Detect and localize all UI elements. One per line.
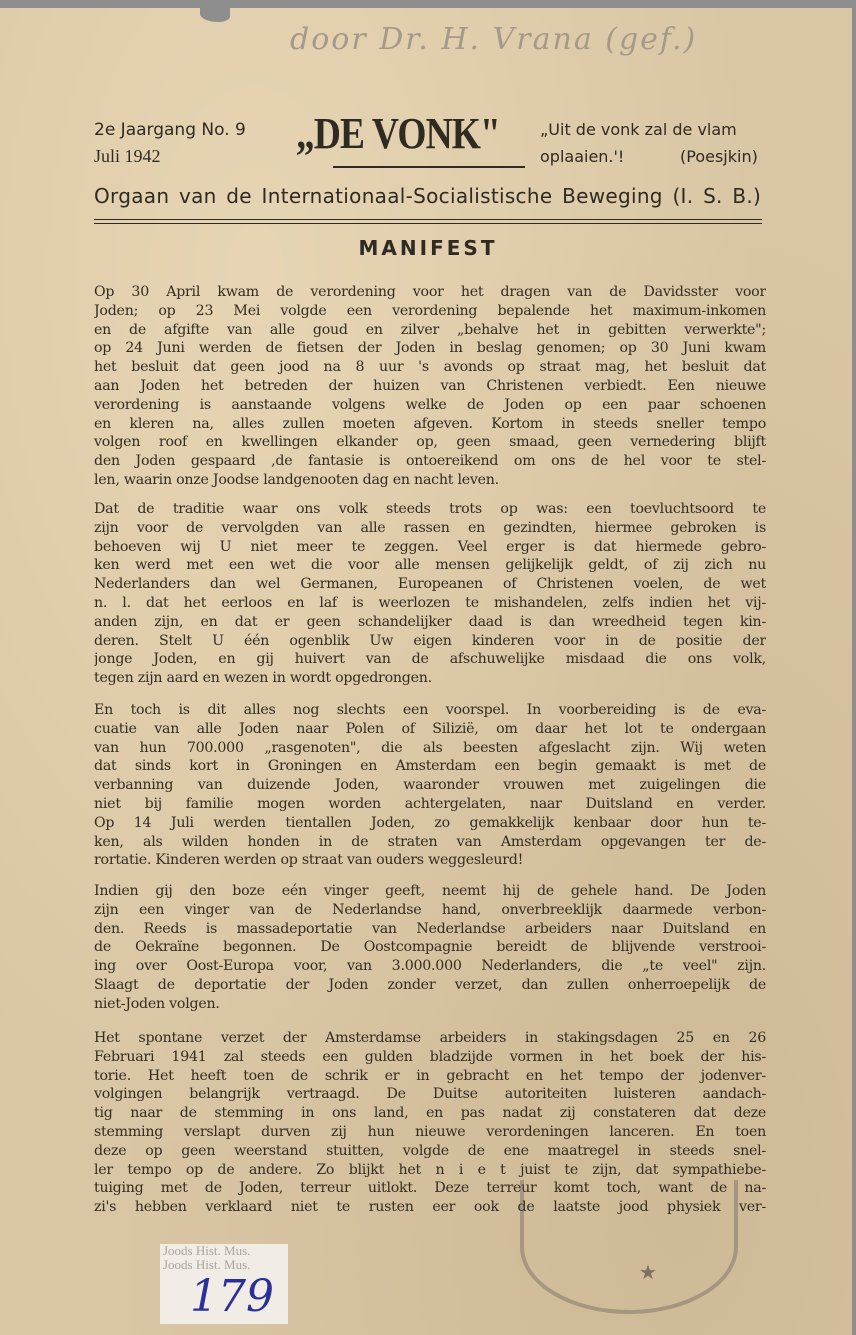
text-line: van hun 700.000 „rasgenoten", die als beesten afgeslacht zijn. Wij weten <box>94 739 766 756</box>
text-line: Joden; op 23 Mei volgde een verordening bepalende het maximum-inkomen <box>94 302 766 319</box>
text-line: aan Joden het betreden der huizen van Christenen verbiedt. Een nieuwe <box>94 377 766 394</box>
text-line: het besluit dat geen jood na 8 uur 's avonds op straat mag, het besluit dat <box>94 359 766 376</box>
text-line: ler tempo op de andere. Zo blijkt het n i e t juist te zijn, dat sympathiebe- <box>94 1161 766 1178</box>
article-heading: MANIFEST <box>358 236 498 260</box>
text-line: anden zijn, en dat er geen schandelijker daad is dan wreedheid tegen kin- <box>94 613 766 630</box>
text-line: verbanning van duizende Joden, waaronder vrouwen met zuigelingen die <box>94 777 766 794</box>
text-line: torie. Het heeft toen de schrik er in gebracht en het tempo der jodenver- <box>94 1067 766 1084</box>
paragraph <box>94 500 766 688</box>
text-line: Op 14 Juli werden tientallen Joden, zo gemakkelijk kenbaar door hun te- <box>94 814 766 831</box>
text-line: ken, als wilden honden in de straten van Amsterdam opgevangen ter de- <box>94 833 766 850</box>
star-icon: ★ <box>639 1262 657 1284</box>
text-line: niet-Joden volgen. <box>94 995 220 1012</box>
text-line: n. l. dat het eerloos en laf is weerlozen te mishandelen, zelfs indien het vij- <box>94 594 766 611</box>
text-line: len, waarin onze Joodse landgenooten dag en nacht leven. <box>94 471 499 488</box>
text-line: stemming verslapt durven zij hun nieuwe verordeningen lanceren. En toen <box>94 1123 766 1140</box>
archive-number: 179 <box>190 1271 274 1322</box>
text-line: Slaagt de deportatie der Joden zonder verzet, dan zullen onherroepelijk de <box>94 976 766 993</box>
title-underline <box>333 166 525 168</box>
archive-stamp <box>520 1180 738 1314</box>
paragraph <box>94 283 766 490</box>
archive-label <box>160 1244 288 1324</box>
volume-number: 2e Jaargang No. 9 <box>94 120 246 140</box>
text-line: verordening is aanstaande volgens welke de Joden op een paar schoenen <box>94 396 766 413</box>
text-line: Op 30 April kwam de verordening voor het dragen van de Davidsster voor <box>94 284 766 300</box>
text-line: tig naar de stemming in ons land, en pas nadat zij constateren dat deze <box>94 1105 766 1122</box>
text-line: zijn een vinger van de Nederlandse hand, onverbreeklijk daarmede verbon- <box>94 901 766 918</box>
text-line: En toch is dit alles nog slechts een voorspel. In voorbereiding is de eva- <box>94 702 766 718</box>
divider-rule <box>94 223 762 224</box>
text-line: tegen zijn aard en wezen in wordt opgedrongen. <box>94 670 432 687</box>
organ-subtitle: Orgaan van de Internationaal-Socialistische Beweging (I. S. B.) <box>94 184 762 208</box>
text-line: ing over Oost-Europa voor, van 3.000.000 Nederlanders, die „te veel" zijn. <box>94 958 766 975</box>
text-line: volgingen belangrijk vertraagd. De Duitse autoriteiten luisteren aandach- <box>94 1086 766 1103</box>
text-line: tuiging met de Joden, terreur uitlokt. Deze terreur komt toch, want de na- <box>94 1180 766 1197</box>
newspaper-title: „DE VONK" <box>296 109 500 158</box>
text-line: op 24 Juni werden de fietsen der Joden in beslag genomen; op 30 Juni kwam <box>94 340 766 357</box>
text-line: cuatie van alle Joden naar Polen of Silizië, om daar het lot te ondergaan <box>94 720 766 737</box>
motto-line-2: oplaaien.'! <box>540 147 625 166</box>
text-line: ken werd met een wet die voor alle mensen gelijkelijk geldt, of zij zich nu <box>94 557 766 574</box>
motto-author: (Poesjkin) <box>680 147 758 166</box>
text-line: Februari 1941 zal steeds een gulden bladzijde vormen in het boek der his- <box>94 1048 766 1065</box>
handwritten-annotation: door Dr. H. Vrana (gef.) <box>290 22 698 57</box>
text-line: en de afgifte van alle goud en zilver „behalve het in gebitten verwerkte"; <box>94 321 766 338</box>
text-line: jonge Joden, en gij huivert van de afschuwelijke misdaad die ons volk, <box>94 651 766 668</box>
archive-watermark <box>160 1244 288 1272</box>
watermark-line: Joods Hist. Mus. <box>163 1244 251 1258</box>
text-line: niet bij familie mogen worden achtergelaten, naar Duitsland en verder. <box>94 795 766 812</box>
motto-line-1: „Uit de vonk zal de vlam <box>540 120 737 139</box>
text-line: deze op geen weerstand stuitten, volgde de ene maatregel in steeds snel- <box>94 1142 766 1159</box>
text-line: rortatie. Kinderen werden op straat van ouders weggesleurd! <box>94 852 524 869</box>
text-line: zijn voor de vervolgden van alle rassen en gezindten, hiermee gebroken is <box>94 519 766 536</box>
text-line: den. Reeds is massadeportatie van Nederlandse arbeiders naar Duitsland en <box>94 920 766 937</box>
issue-date: Juli 1942 <box>94 146 161 166</box>
text-line: Indien gij den boze eén vinger geeft, neemt hij de gehele hand. De Joden <box>94 883 766 899</box>
divider-rule <box>94 219 762 220</box>
text-line: Nederlanders dan wel Germanen, Europeanen of Christenen voelen, de wet <box>94 576 766 593</box>
text-line: behoeven wij U niet meer te zeggen. Veel erger is dat hiermede gebro- <box>94 538 766 555</box>
text-line: Het spontane verzet der Amsterdamse arbeiders in stakingsdagen 25 en 26 <box>94 1030 766 1046</box>
text-line: deren. Stelt U één ogenblik Uw eigen kinderen voor in de positie der <box>94 632 766 649</box>
text-line: Dat de traditie waar ons volk steeds trots op was: een toevluchtsoord te <box>94 501 766 517</box>
text-line: volgen roof en kwellingen elkander op, geen smaad, geen vernedering blijft <box>94 434 766 451</box>
paragraph <box>94 701 766 870</box>
text-line: dat sinds kort in Groningen en Amsterdam een begin gemaakt is met de <box>94 758 766 775</box>
text-line: zi's hebben verklaard niet te rusten eer ook de laatste jood physiek ver- <box>94 1199 766 1216</box>
text-line: den Joden gespaard ,de fantasie is ontoereikend om ons de hel voor te stel- <box>94 453 766 470</box>
text-line: en kleren na, alles zullen moeten afgeven. Kortom in steeds sneller tempo <box>94 415 766 432</box>
watermark-line: Joods Hist. Mus. <box>163 1258 251 1272</box>
paragraph <box>94 882 766 1014</box>
text-line: de Oekraïne begonnen. De Oostcompagnie bereidt de blijvende verstrooi- <box>94 939 766 956</box>
